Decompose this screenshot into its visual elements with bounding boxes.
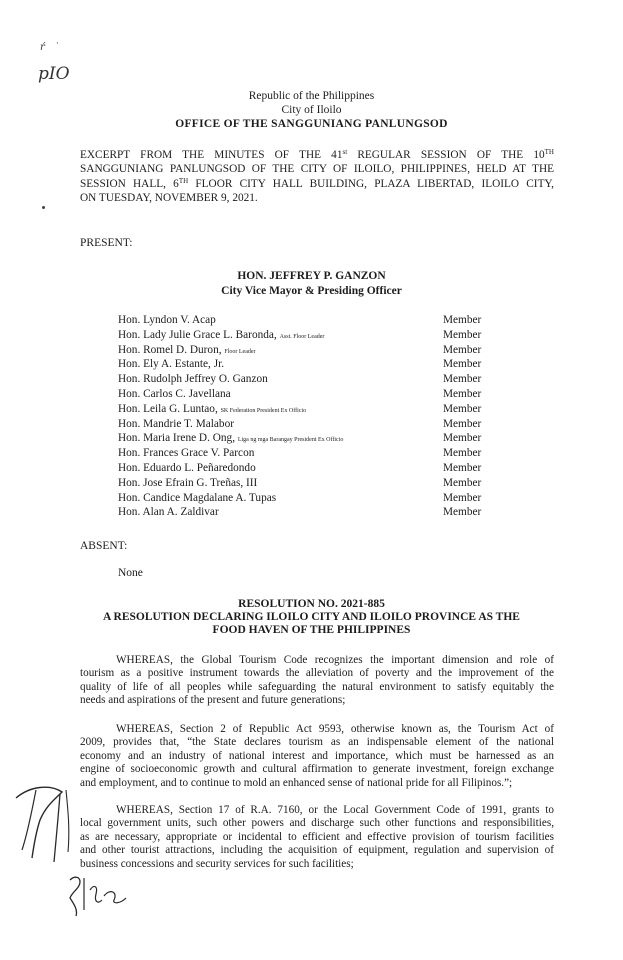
- paragraph-line: and employment, and to continue to mold an enhanced sense of national pride for all Filipinos.”;: [80, 776, 513, 789]
- member-row: [118, 313, 488, 328]
- paragraph-line: WHEREAS, Section 17 of R.A. 7160, or the Local Government Code of 1991, grants to: [116, 804, 554, 816]
- member-status: Member: [443, 417, 482, 430]
- excerpt-sup-1: st: [342, 148, 348, 156]
- member-name-text: Hon. Maria Irene D. Ong,: [118, 432, 236, 445]
- member-name: [118, 476, 257, 491]
- member-name-text: Hon. Mandrie T. Malabor: [118, 417, 234, 430]
- member-role: SK Federation President Ex Officio: [220, 407, 307, 414]
- resolution-number: RESOLUTION NO. 2021-885: [238, 598, 385, 610]
- member-status: Member: [443, 387, 482, 400]
- member-role: Floor Leader: [224, 348, 256, 355]
- member-status: Member: [443, 343, 482, 356]
- paragraph-line: and other tourist attractions, including the acquisition of equipment, regulation and supervision of: [80, 844, 554, 857]
- member-row: [118, 387, 488, 402]
- absent-value: None: [118, 567, 143, 579]
- member-name-text: Hon. Romel D. Duron,: [118, 343, 222, 356]
- whereas-paragraph-2: [80, 723, 554, 790]
- member-status: Member: [443, 328, 482, 341]
- initials-signature: [64, 870, 134, 920]
- absent-label: ABSENT:: [80, 540, 128, 552]
- paragraph-line: needs and aspirations of the present and future generations;: [80, 694, 346, 707]
- header-republic: Republic of the Philippines: [248, 90, 375, 102]
- member-status: Member: [443, 491, 482, 504]
- member-row: [118, 446, 488, 461]
- member-role: Asst. Floor Leader: [279, 333, 325, 340]
- paragraph-line: WHEREAS, Section 2 of Republic Act 9593, otherwise known as, the Tourism Act of: [116, 723, 554, 735]
- member-row: [118, 461, 488, 476]
- member-name: [118, 387, 231, 402]
- member-name-text: Hon. Candice Magdalane A. Tupas: [118, 491, 277, 504]
- paragraph-line: business concessions and security services for such facilities;: [80, 857, 354, 870]
- paragraph-line: quality of life of all peoples while safeguarding the natural environment to satisfy equitably the: [80, 680, 554, 693]
- handwritten-routing-code: pIO: [38, 64, 70, 84]
- member-status: Member: [443, 432, 482, 445]
- whereas-paragraph-1: [80, 654, 554, 708]
- header-office: OFFICE OF THE SANGGUNIANG PANLUNGSOD: [175, 118, 448, 130]
- resolution-title-line-2: FOOD HAVEN OF THE PHILIPPINES: [212, 624, 411, 636]
- whereas-paragraph-3: [80, 804, 554, 871]
- member-name-text: Hon. Lyndon V. Acap: [118, 314, 216, 326]
- member-name-text: Hon. Carlos C. Javellana: [118, 387, 231, 400]
- member-name-text: Hon. Jose Efrain G. Treñas, III: [118, 476, 258, 489]
- member-name-text: Hon. Rudolph Jeffrey O. Ganzon: [118, 373, 268, 386]
- paragraph-line: tourism as a positive instrument towards the alleviation of poverty and the improvement of the: [80, 667, 554, 680]
- excerpt-line-2: SANGGUNIANG PANLUNGSOD OF THE CITY OF ILOILO, PHILIPPINES, HELD AT THE: [80, 163, 554, 176]
- member-name: [118, 446, 254, 461]
- member-name: [118, 461, 256, 476]
- member-status: Member: [443, 373, 482, 386]
- member-row: [118, 402, 488, 417]
- member-name-text: Hon. Leila G. Luntao,: [118, 402, 218, 415]
- member-row: [118, 357, 488, 372]
- member-status: Member: [443, 402, 482, 415]
- member-name-text: Hon. Lady Julie Grace L. Baronda,: [118, 328, 277, 341]
- members-list: [118, 313, 488, 520]
- excerpt-sup-2: TH: [544, 148, 554, 156]
- paragraph-line: engine of socioeconomic growth and cultural affirmation to generate investment, foreign exchange: [80, 763, 554, 776]
- excerpt-line-3a: SESSION HALL, 6: [80, 177, 179, 190]
- excerpt-line-1b: REGULAR SESSION OF THE 10: [347, 149, 545, 161]
- member-status: Member: [443, 314, 482, 326]
- member-row: [118, 343, 488, 358]
- paragraph-line: local government units, such other powers and discharge such other functions and responsibilities,: [80, 817, 554, 830]
- paragraph-line: as are necessary, appropriate or incidental to efficient and effective provision of tourism facilities: [80, 830, 554, 843]
- margin-dot: [42, 206, 45, 209]
- member-status: Member: [443, 447, 482, 460]
- member-status: Member: [443, 461, 482, 474]
- member-row: [118, 372, 488, 387]
- member-status: Member: [443, 358, 482, 371]
- member-row: [118, 505, 488, 520]
- member-status: Member: [443, 506, 482, 519]
- member-name-text: Hon. Ely A. Estante, Jr.: [118, 358, 225, 371]
- member-row: [118, 491, 488, 506]
- member-name-text: Hon. Frances Grace V. Parcon: [118, 447, 255, 460]
- paragraph-line: economy and an industry of national interest and importance, which must be harnessed as an: [80, 749, 554, 762]
- member-role: Liga ng mga Barangay President Ex Officio: [237, 437, 344, 444]
- member-name: [118, 505, 219, 520]
- member-name: [118, 491, 276, 506]
- paragraph-line: WHEREAS, the Global Tourism Code recognizes the important dimension and role of: [116, 654, 554, 666]
- present-label: PRESENT:: [80, 237, 133, 249]
- member-name: [118, 372, 268, 387]
- presiding-officer-title: City Vice Mayor & Presiding Officer: [221, 285, 402, 297]
- presiding-officer-name: HON. JEFFREY P. GANZON: [237, 270, 386, 282]
- excerpt-paragraph: [80, 148, 554, 206]
- member-row: [118, 417, 488, 432]
- member-name: [118, 357, 224, 372]
- excerpt-line-1a: EXCERPT FROM THE MINUTES OF THE 41: [80, 149, 343, 161]
- excerpt-line-4: ON TUESDAY, NOVEMBER 9, 2021.: [80, 192, 258, 205]
- handwritten-margin-note: ŕ ˙: [40, 42, 62, 53]
- excerpt-line-3b: FLOOR CITY HALL BUILDING, PLAZA LIBERTAD, ILOILO CITY,: [188, 177, 554, 190]
- resolution-title-line-1: A RESOLUTION DECLARING ILOILO CITY AND ILOILO PROVINCE AS THE: [103, 611, 520, 623]
- member-row: [118, 328, 488, 343]
- member-name-text: Hon. Alan A. Zaldivar: [118, 506, 219, 519]
- member-name-text: Hon. Eduardo L. Peñaredondo: [118, 461, 256, 474]
- member-status: Member: [443, 476, 482, 489]
- member-name: [118, 417, 234, 432]
- excerpt-sup-3: TH: [178, 176, 189, 185]
- member-row: [118, 431, 488, 446]
- member-name: [118, 313, 216, 328]
- margin-signature: [10, 780, 80, 870]
- paragraph-line: 2009, provides that, “the State declares tourism as an indispensable element of the national: [80, 736, 554, 749]
- header-city: City of Iloilo: [281, 104, 342, 116]
- member-row: [118, 476, 488, 491]
